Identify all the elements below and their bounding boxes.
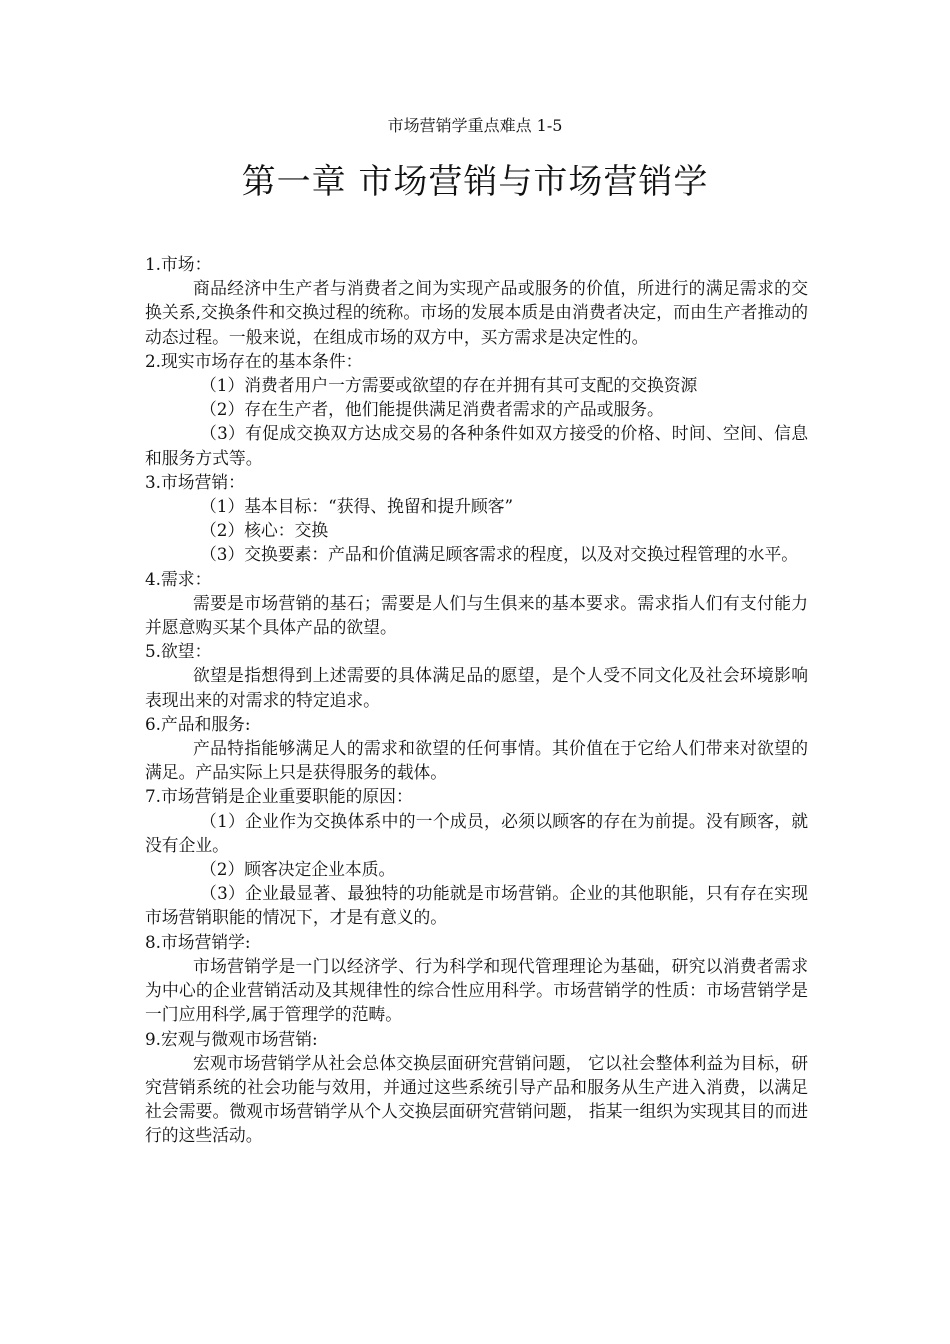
- section-heading: 2.现实市场存在的基本条件：: [145, 350, 363, 371]
- list-item: （1）基本目标：“获得、挽留和提升顾客”: [200, 496, 514, 517]
- paragraph: 产品特指能够满足人的需求和欲望的任何事情。其价值在于它给人们带来对欲望的满足。产品实际上只是获得服务的载体。: [145, 738, 808, 783]
- paragraph: 市场营销学是一门以经济学、行为科学和现代管理理论为基础，研究以消费者需求为中心的企业营销活动及其规律性的综合性应用科学。市场营销学的性质：市场营销学是一门应用科学,属于管理学的范畴。: [145, 955, 808, 1025]
- list-item: （2）核心：交换: [200, 520, 329, 541]
- list-item: （3）有促成交换双方达成交易的各种条件如双方接受的价格、时间、空间、信息和服务方式等。: [145, 423, 808, 468]
- document-body: [145, 252, 808, 1148]
- list-item: （2）顾客决定企业本质。: [200, 859, 396, 880]
- paragraph: 宏观市场营销学从社会总体交换层面研究营销问题， 它以社会整体利益为目标，研究营销系统的社会功能与效用，并通过这些系统引导产品和服务从生产进入消费，以满足社会需要。微观市场营销学从个人交换层面研究营销问题， 指某一组织为实现其目的而进行的这些活动。: [145, 1052, 808, 1146]
- section-heading: 1.市场：: [145, 254, 212, 274]
- list-item: （1）消费者用户一方需要或欲望的存在并拥有其可支配的交换资源: [200, 375, 698, 396]
- section-heading: 4.需求：: [145, 568, 212, 589]
- paragraph: 商品经济中生产者与消费者之间为实现产品或服务的价值，所进行的满足需求的交换关系,交换条件和交换过程的统称。市场的发展本质是由消费者决定，而由生产者推动的动态过程。一般来说，在组成市场的双方中，买方需求是决定性的。: [145, 278, 808, 347]
- section-heading: 8.市场营销学:: [145, 931, 251, 952]
- list-item: （1）企业作为交换体系中的一个成员，必须以顾客的存在为前提。没有顾客，就没有企业。: [145, 810, 808, 855]
- section-heading: 7.市场营销是企业重要职能的原因：: [145, 786, 413, 807]
- document-header: 市场营销学重点难点 1-5: [387, 116, 563, 135]
- section-heading: 9.宏观与微观市场营销:: [145, 1028, 318, 1049]
- paragraph: 欲望是指想得到上述需要的具体满足品的愿望，是个人受不同文化及社会环境影响表现出来的对需求的特定追求。: [145, 665, 808, 710]
- section-heading: 5.欲望：: [145, 641, 212, 662]
- list-item: （2）存在生产者，他们能提供满足消费者需求的产品或服务。: [200, 399, 664, 420]
- chapter-title: 第一章 市场营销与市场营销学: [241, 162, 709, 202]
- list-item: （3）企业最显著、最独特的功能就是市场营销。企业的其他职能，只有存在实现市场营销职能的情况下，才是有意义的。: [145, 883, 808, 928]
- section-heading: 6.产品和服务:: [145, 713, 251, 734]
- paragraph: 需要是市场营销的基石；需要是人们与生俱来的基本要求。需求指人们有支付能力并愿意购买某个具体产品的欲望。: [145, 592, 808, 638]
- list-item: （3）交换要素：产品和价值满足顾客需求的程度，以及对交换过程管理的水平。: [200, 544, 799, 565]
- section-heading: 3.市场营销：: [145, 471, 245, 492]
